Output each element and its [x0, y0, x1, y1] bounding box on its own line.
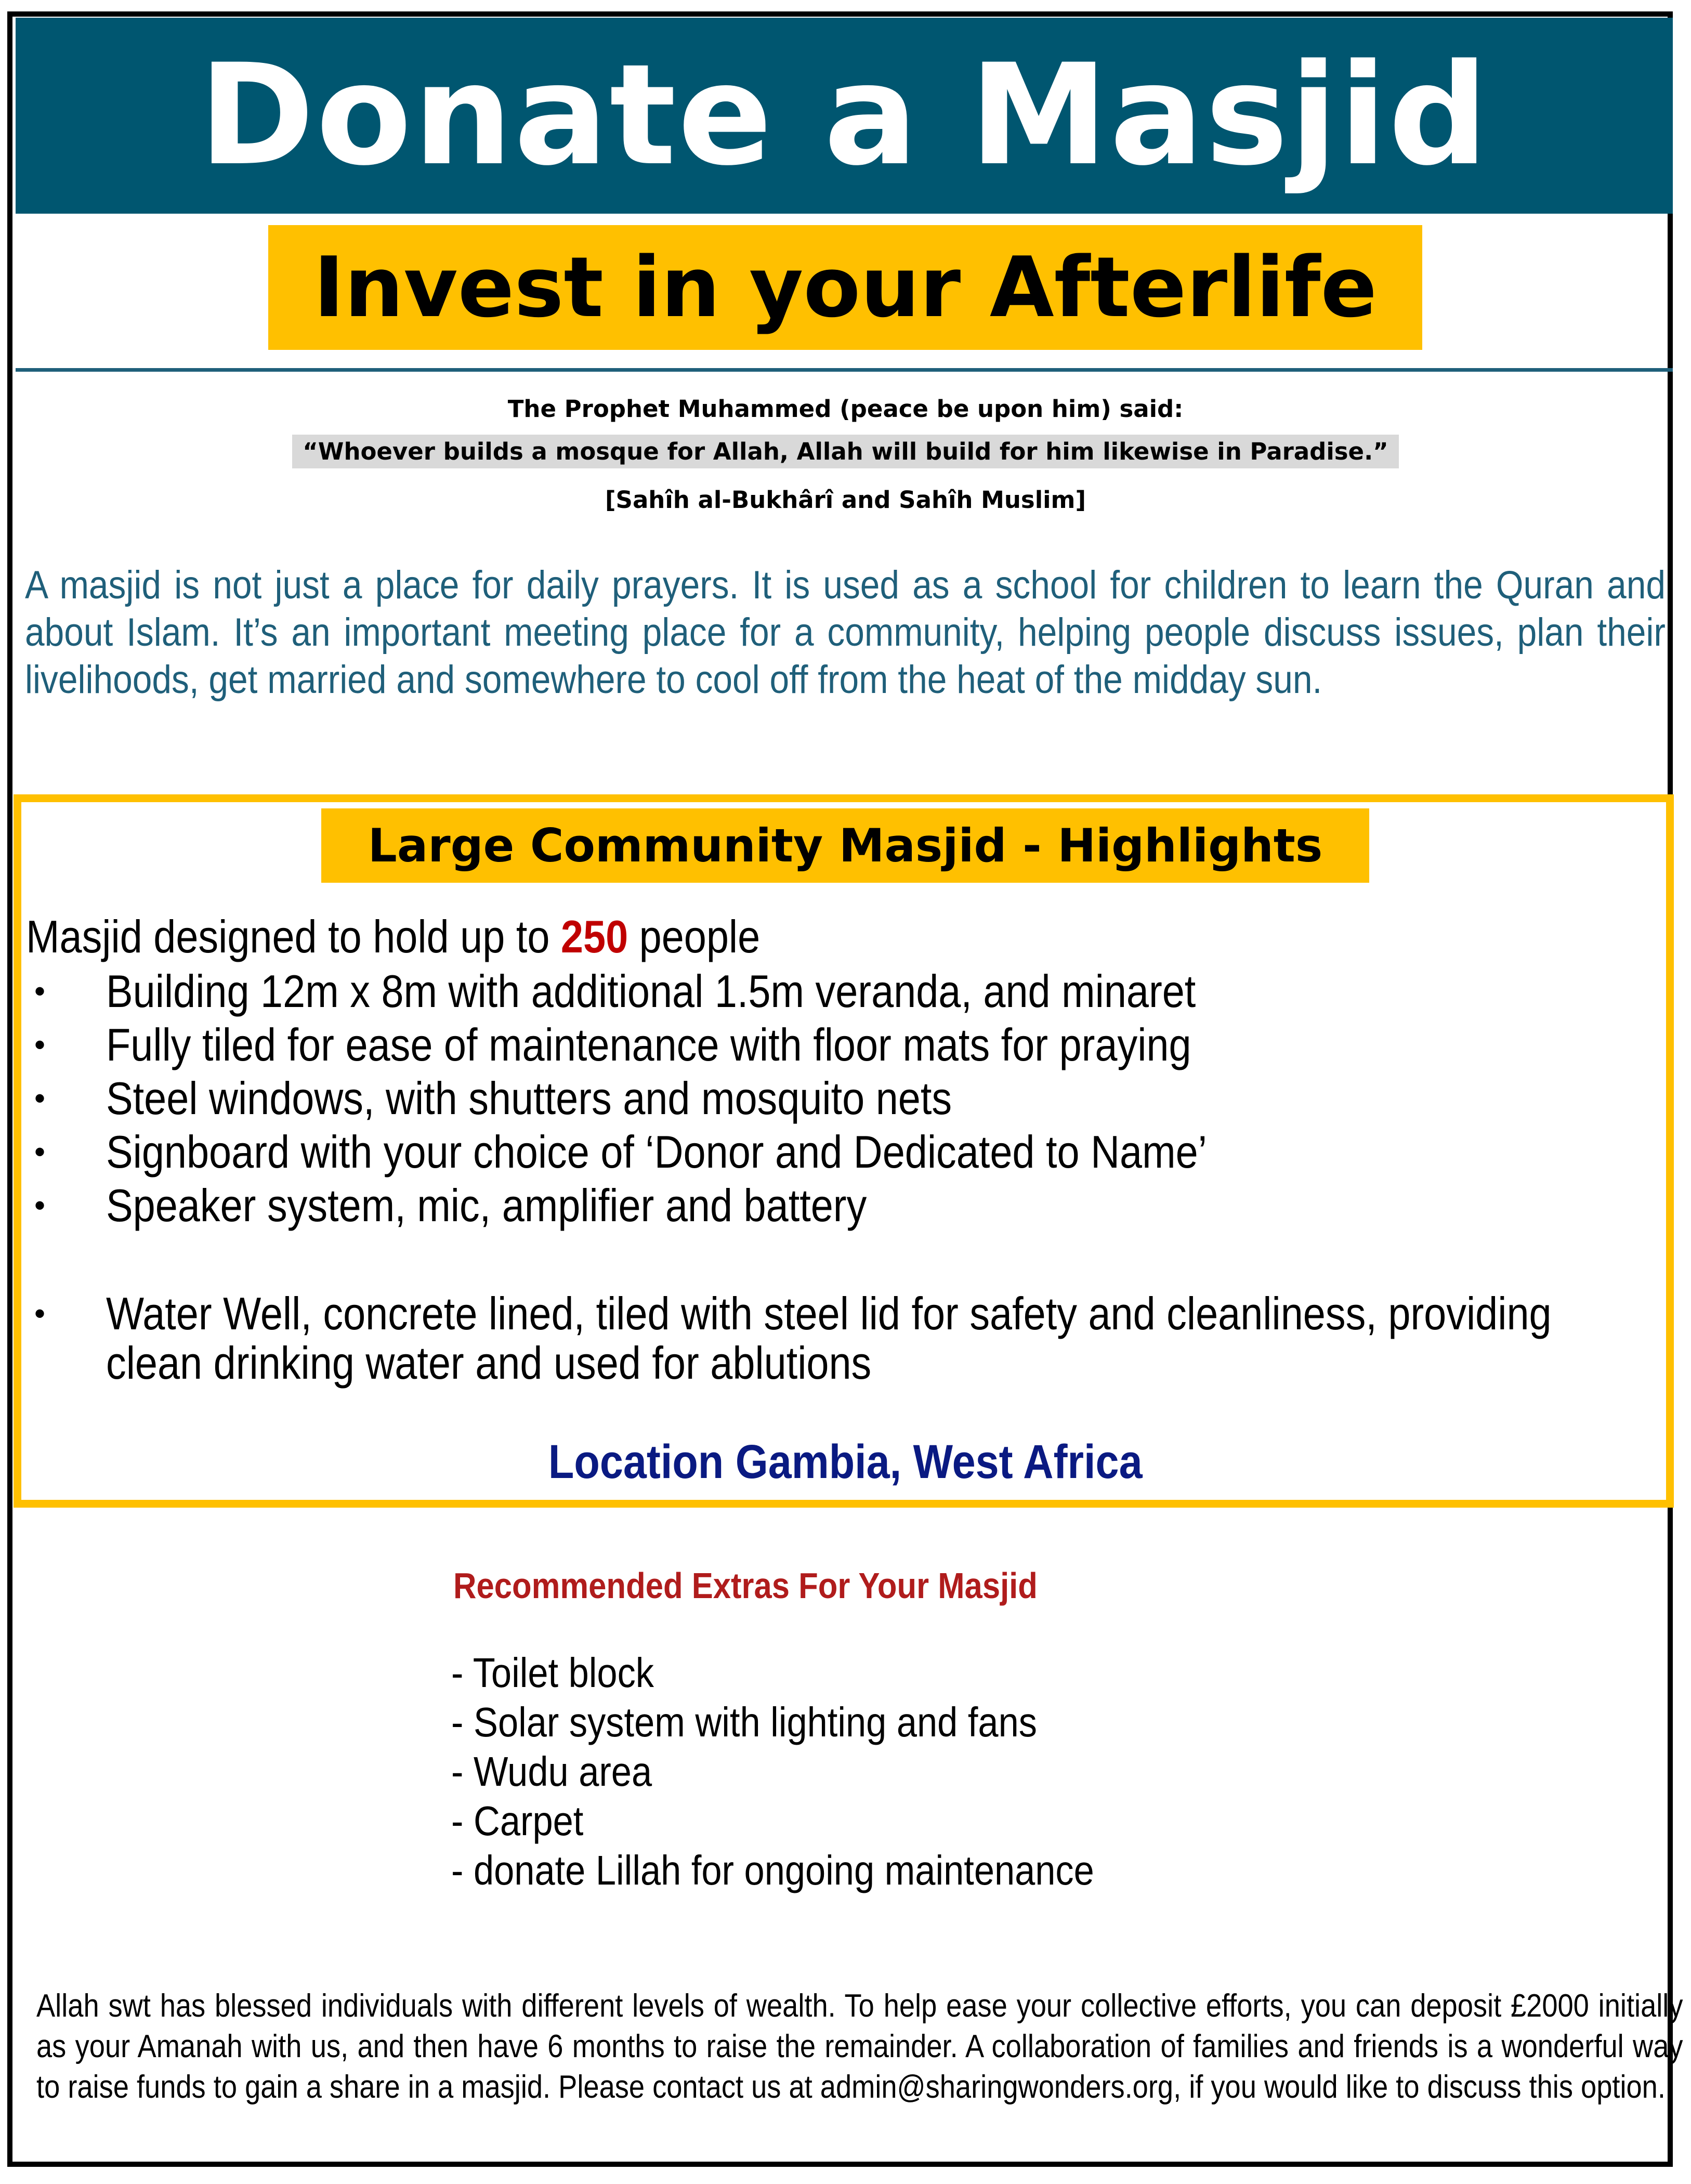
list-item-text: Steel windows, with shutters and mosquito nets [106, 1073, 952, 1124]
footer-paragraph: Allah swt has blessed individuals with different levels of wealth. To help ease your collective efforts, you can deposit £2000 initially as your Amanah with us, and then have 6 months to raise the remainder. A collaboration of families and friends is a wonderful way to raise funds to gain a share in a masjid. Please contact us at admin@sharingwonders.org, if you would like to discuss this option. [36, 1988, 1683, 2105]
list-item: - donate Lillah for ongoing maintenance [451, 1847, 1094, 1893]
location-text: Location Gambia, West Africa [548, 1435, 1143, 1488]
list-item-text: Fully tiled for ease of maintenance with floor mats for praying [106, 1019, 1191, 1070]
list-item-text: Building 12m x 8m with additional 1.5m veranda, and minaret [106, 965, 1196, 1017]
hadith-quote-row [0, 435, 1691, 468]
intro-paragraph: A masjid is not just a place for daily prayers. It is used as a school for children to learn the Quran and about Islam. It’s an important meeting place for a community, helping people discuss issues, plan their livelihoods, get married and somewhere to cool off from the heat of the midday sun. [25, 563, 1666, 702]
bullet-icon: • [34, 1296, 46, 1331]
hadith-intro: The Prophet Muhammed (peace be upon him) said: [507, 395, 1184, 423]
bullet-icon: • [34, 1134, 46, 1169]
header-banner [16, 18, 1673, 214]
page-subtitle: Invest in your Afterlife [313, 239, 1377, 336]
bullet-icon: • [34, 1081, 46, 1116]
subtitle-banner [268, 225, 1422, 350]
capacity-lead: Masjid designed to hold up to [26, 911, 561, 962]
extras-title: Recommended Extras For Your Masjid [453, 1565, 1038, 1606]
highlights-title: Large Community Masjid - Highlights [368, 819, 1323, 872]
page-title: Donate a Masjid [199, 34, 1490, 197]
capacity-line [26, 910, 760, 964]
hadith-source: [Sahîh al-Bukhârî and Sahîh Muslim] [605, 486, 1086, 514]
list-item: - Wudu area [451, 1748, 652, 1795]
bullet-icon: • [34, 1188, 46, 1223]
list-item: - Toilet block [451, 1650, 654, 1696]
list-item-text: Speaker system, mic, amplifier and battery [106, 1180, 867, 1231]
list-item: - Solar system with lighting and fans [451, 1699, 1037, 1745]
list-item-text: Signboard with your choice of ‘Donor and Dedicated to Name’ [106, 1126, 1207, 1178]
capacity-tail: people [628, 911, 761, 962]
list-item-text: Water Well, concrete lined, tiled with steel lid for safety and cleanliness, providing [106, 1288, 1552, 1339]
highlights-title-banner [321, 808, 1369, 883]
list-item: - Carpet [451, 1798, 584, 1844]
list-item-text: clean drinking water and used for ablutions [106, 1337, 872, 1389]
hadith-quote: “Whoever builds a mosque for Allah, Allah will build for him likewise in Paradise.” [292, 435, 1399, 468]
divider [16, 368, 1673, 372]
bullet-icon: • [34, 974, 46, 1009]
bullet-icon: • [34, 1027, 46, 1062]
location-line [0, 1435, 1691, 1489]
capacity-number: 250 [560, 911, 628, 962]
